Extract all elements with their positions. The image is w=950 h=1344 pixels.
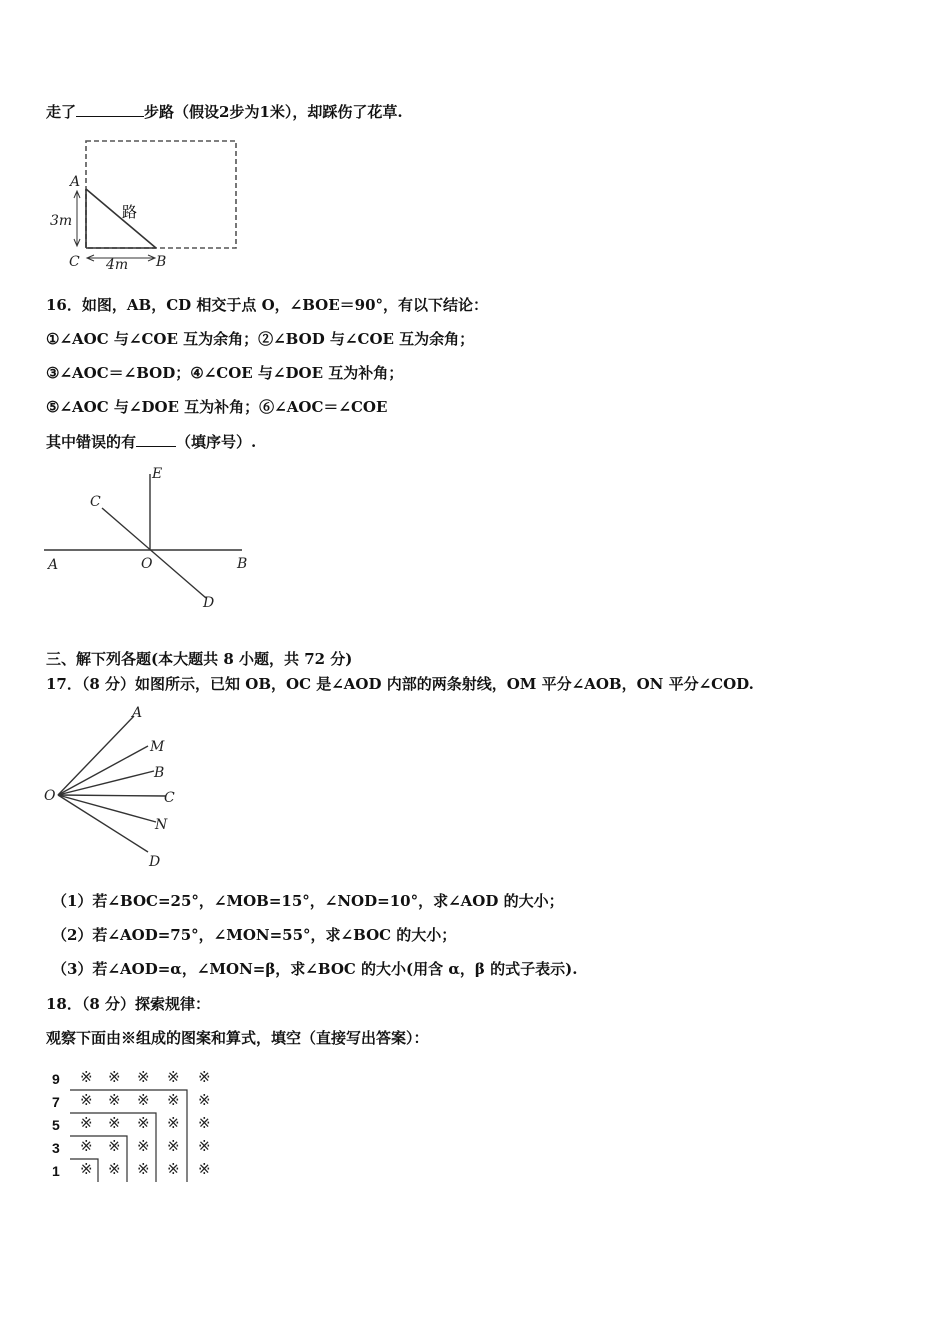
pattern-symbol: ※ <box>108 1068 121 1086</box>
row-label-9: 9 <box>52 1071 60 1087</box>
q17-part2: （2）若∠AOD=75°，∠MON=55°，求∠BOC 的大小； <box>52 926 457 944</box>
q17-part3: （3）若∠AOD=α，∠MON=β，求∠BOC 的大小(用含 α，β 的式子表示). <box>52 960 578 978</box>
pattern-symbol: ※ <box>137 1114 150 1132</box>
q16-stem: 16．如图，AB，CD 相交于点 O，∠BOE＝90°，有以下结论： <box>46 296 489 314</box>
path-ab <box>86 189 156 248</box>
q16-label-a: A <box>48 557 59 573</box>
pattern-symbol: ※ <box>108 1091 121 1109</box>
row-label-3: 3 <box>52 1140 60 1156</box>
q15-label-path: 路 <box>122 203 138 221</box>
row-label-5: 5 <box>52 1117 60 1133</box>
q15-label-a: A <box>70 174 81 190</box>
pattern-symbol: ※ <box>137 1160 150 1178</box>
q15-label-4m: 4m <box>106 257 129 273</box>
pattern-symbol: ※ <box>167 1160 180 1178</box>
q15-prefix: 走了 <box>46 103 77 121</box>
pattern-symbol: ※ <box>80 1068 93 1086</box>
ray-oc <box>58 795 166 796</box>
q18-stem: 18．（8 分）探索规律： <box>46 995 211 1013</box>
q17-part1: （1）若∠BOC=25°，∠MOB=15°，∠NOD=10°，求∠AOD 的大小； <box>52 892 564 910</box>
q17-label-o: O <box>44 788 56 804</box>
q17-label-m: M <box>150 739 165 755</box>
q16-answer-blank[interactable] <box>136 431 176 447</box>
ray-ob <box>58 771 154 795</box>
pattern-symbol: ※ <box>198 1091 211 1109</box>
q17-label-n: N <box>155 817 168 833</box>
q15-answer-blank[interactable] <box>76 101 144 117</box>
q16-conclusions-2: ③∠AOC＝∠BOD；④∠COE 与∠DOE 互为补角； <box>46 364 404 382</box>
q17-figure <box>40 700 190 875</box>
line-cd <box>102 508 206 598</box>
q15-text-line <box>46 101 403 122</box>
q18-pattern-figure <box>40 1062 230 1187</box>
pattern-symbol: ※ <box>137 1091 150 1109</box>
q15-label-3m: 3m <box>50 213 73 229</box>
pattern-symbol: ※ <box>80 1160 93 1178</box>
pattern-symbol: ※ <box>167 1068 180 1086</box>
q17-label-c: C <box>164 790 175 806</box>
q16-conclusions-1: ①∠AOC 与∠COE 互为余角；②∠BOD 与∠COE 互为余角； <box>46 330 475 348</box>
pattern-symbol: ※ <box>108 1137 121 1155</box>
pattern-symbol: ※ <box>198 1114 211 1132</box>
ray-od <box>58 795 148 852</box>
q16-ask-line <box>46 431 256 452</box>
pattern-symbol: ※ <box>108 1160 121 1178</box>
pattern-symbol: ※ <box>198 1137 211 1155</box>
pattern-symbol: ※ <box>80 1137 93 1155</box>
q16-label-d: D <box>203 595 215 611</box>
pattern-symbol: ※ <box>137 1068 150 1086</box>
pattern-symbol: ※ <box>167 1114 180 1132</box>
row-label-1: 1 <box>52 1163 60 1179</box>
q15-figure <box>40 135 250 275</box>
q16-label-o: O <box>141 556 153 572</box>
q17-stem: 17．（8 分）如图所示，已知 OB，OC 是∠AOD 内部的两条射线，OM 平分∠AOB，ON 平分∠COD. <box>46 675 754 693</box>
q16-ask-prefix: 其中错误的有 <box>46 433 137 451</box>
pattern-symbol: ※ <box>108 1114 121 1132</box>
q15-label-c: C <box>69 254 80 270</box>
q16-conclusions-3: ⑤∠AOC 与∠DOE 互为补角；⑥∠AOC＝∠COE <box>46 398 388 416</box>
ray-on <box>58 795 156 822</box>
q16-figure <box>40 460 260 620</box>
pattern-symbol: ※ <box>80 1114 93 1132</box>
ray-oa <box>58 716 134 795</box>
q17-label-b: B <box>154 765 165 781</box>
q18-instruction: 观察下面由※组成的图案和算式，填空（直接写出答案）： <box>46 1029 429 1047</box>
q15-label-b: B <box>156 254 167 270</box>
pattern-symbol: ※ <box>198 1068 211 1086</box>
q16-label-c: C <box>90 494 101 510</box>
flowerbed-dashed-rect <box>86 141 236 248</box>
q17-label-a: A <box>132 705 143 721</box>
q16-label-e: E <box>152 466 163 482</box>
ray-om <box>58 746 148 795</box>
q17-label-d: D <box>149 854 161 870</box>
pattern-symbol: ※ <box>198 1160 211 1178</box>
q15-suffix: 步路（假设2步为1米），却踩伤了花草. <box>144 103 403 121</box>
pattern-symbol: ※ <box>137 1137 150 1155</box>
pattern-symbol: ※ <box>167 1137 180 1155</box>
section3-heading: 三、解下列各题(本大题共 8 小题，共 72 分) <box>46 650 353 668</box>
q16-ask-suffix: （填序号）. <box>176 433 257 451</box>
pattern-symbol: ※ <box>80 1091 93 1109</box>
pattern-symbol: ※ <box>167 1091 180 1109</box>
row-label-7: 7 <box>52 1094 60 1110</box>
q16-label-b: B <box>237 556 248 572</box>
